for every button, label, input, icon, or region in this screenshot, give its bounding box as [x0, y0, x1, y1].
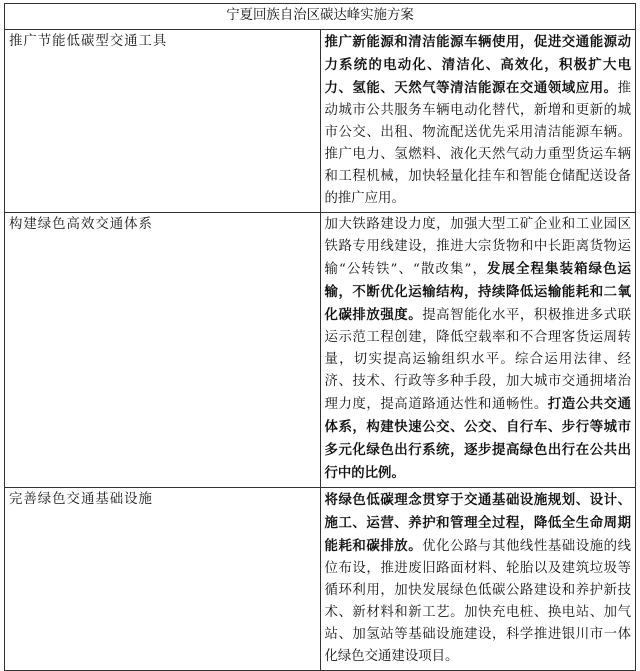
body-text: 加大铁路建设力度，加强大型工矿企业和工业园区铁路专用线建设，推进大宗货物和中长距离货物运输“公转铁”、“散改集”， — [324, 217, 631, 277]
emphasized-text: 发展全程集装箱绿色运输，不断优化运输结构，持续降低运输能耗和二氧化碳排放强度。 — [324, 261, 632, 323]
emphasized-text: 将绿色低碳理念贯穿于交通基础设施规划、设计、施工、运营、养护和管理全过程，降低全生命周期能耗和碳排放。 — [324, 492, 631, 554]
body-text: 提高智能化水平，积极推进多式联运示范工程创建，降低空载率和不合理客货运周转量，切实提高运输组织水平。综合运用法律、经济、技术、行政等多种手段，加大城市交通拥堵治理力度，提高道路通达性和通畅性。 — [324, 308, 631, 412]
row-label: 完善绿色交通基础设施 — [5, 488, 321, 671]
row-label: 推广节能低碳型交通工具 — [5, 30, 321, 213]
emphasized-text: 推广新能源和清洁能源车辆使用，促进交通能源动力系统的电动化、清洁化、高效化，积极扩大电力、氢能、天然气等清洁能源在交通领域应用。 — [324, 34, 631, 96]
table-row — [5, 30, 636, 213]
body-text: 推动城市公共服务车辆电动化替代，新增和更新的城市公交、出租、物流配送优先采用清洁能源车辆。推广电力、氢燃料、液化天然气动力重型货运车辆和工程机械，加快轻量化挂车和智能仓储配送设备的推广应用。 — [324, 81, 631, 206]
row-label: 构建绿色高效交通体系 — [5, 213, 321, 488]
table-row — [5, 488, 636, 671]
body-text: 优化公路与其他线性基础设施的线位布设，推进废旧路面材料、轮胎以及建筑垃圾等循环利用，加快发展绿色低碳公路建设和养护新技术、新材料和新工艺。加快充电桩、换电站、加气站、加氢站等基础设施建设，科学推进银川市一体化绿色交通建设项目。 — [324, 539, 631, 664]
row-content — [320, 488, 636, 671]
row-content — [320, 213, 636, 488]
row-content — [320, 30, 636, 213]
table-row — [5, 213, 636, 488]
policy-table — [4, 3, 636, 671]
table-title: 宁夏回族自治区碳达峰实施方案 — [5, 4, 636, 30]
emphasized-text: 打造公共交通体系，构建快速公交、公交、自行车、步行等城市多元化绿色出行系统，逐步提高绿色出行在公共出行中的比例。 — [324, 396, 632, 481]
title-row — [5, 4, 636, 30]
